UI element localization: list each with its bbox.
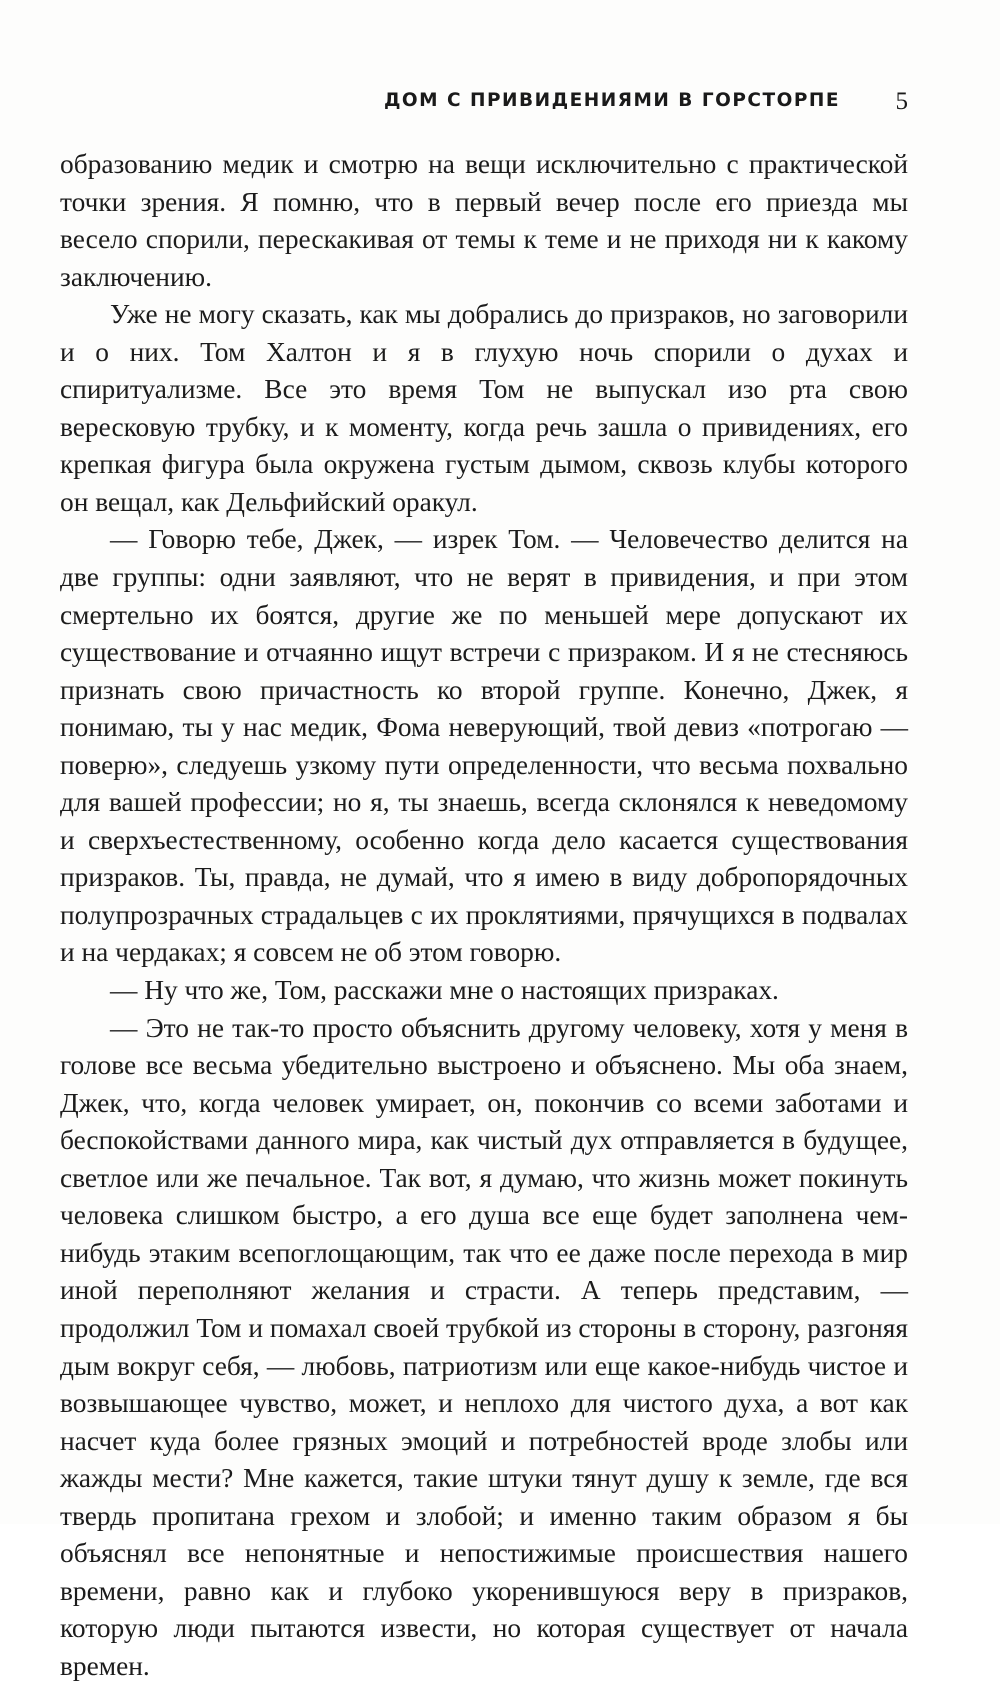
paragraph-dialogue: — Это не так-то просто объяснить другому человеку, хотя у меня в голове все весьма убедительно выстроено и объяснено. Мы оба знаем, Джек, что, когда человек умирает, он, покончив со всеми заботами и беспокойствами данного мира, как чистый дух отправляется в будущее, светлое или же печальное. Так вот, я думаю, что жизнь может покинуть человека слишком быстро, а его душа все еще будет заполнена чем-нибудь этаким всепоглощающим, так что ее даже после перехода в мир иной переполняют желания и страсти. А теперь представим, — продолжил Том и помахал своей трубкой из стороны в сторону, разгоняя дым вокруг себя, — любовь, патриотизм или еще какое-нибудь чистое и возвышающее чувство, может, и неплохо для чистого духа, а вот как насчет куда более грязных эмоций и потребностей вроде злобы или жажды мести? Мне кажется, такие штуки тянут душу к земле, где вся твердь пропитана грехом и злобой; и именно таким образом я бы объяснял все непонятные и непостижимые происшествия нашего времени, равно как и глубоко укоренившуюся веру в призраков, которую люди пытаются извести, но которая существует от начала времен.: [60, 1012, 908, 1681]
running-header: [60, 88, 908, 124]
paragraph: Уже не могу сказать, как мы добрались до призраков, но заговорили и о них. Том Халтон и я в глухую ночь спорили о духах и спиритуализме. Все это время Том не выпускал изо рта свою вересковую трубку, и к моменту, когда речь зашла о привидениях, его крепкая фигура была окружена густым дымом, сквозь клубы которого он вещал, как Дельфийский оракул.: [60, 299, 908, 517]
paragraph-continued: образованию медик и смотрю на вещи исключительно с практической точки зрения. Я помню, что в первый вечер после его приезда мы весело спорили, перескакивая от темы к теме и не приходя ни к какому заключению.: [60, 149, 908, 292]
paragraph-dialogue: — Ну что же, Том, расскажи мне о настоящих призраках.: [110, 975, 779, 1006]
page-number: 5: [895, 88, 908, 115]
running-title: ДОМ С ПРИВИДЕНИЯМИ В ГОРСТОРПЕ: [383, 90, 840, 111]
body-text: [60, 146, 908, 1685]
paragraph-dialogue: — Говорю тебе, Джек, — изрек Том. — Человечество делится на две группы: одни заявляют, что не верят в привидения, и при этом смертельно их боятся, другие же по меньшей мере допускают их существование и отчаянно ищут встречи с призраком. И я не стесняюсь признать свою причастность ко второй группе. Конечно, Джек, я понимаю, ты у нас медик, Фома неверующий, твой девиз «потрогаю — поверю», следуешь узкому пути определенности, что весьма похвально для вашей профессии; но я, ты знаешь, всегда склонялся к неведомому и сверхъестественному, особенно когда дело касается существования призраков. Ты, правда, не думай, что я имею в виду добропорядочных полупрозрачных страдальцев с их проклятиями, прячущихся в подвалах и на чердаках; я совсем не об этом говорю.: [60, 524, 908, 968]
